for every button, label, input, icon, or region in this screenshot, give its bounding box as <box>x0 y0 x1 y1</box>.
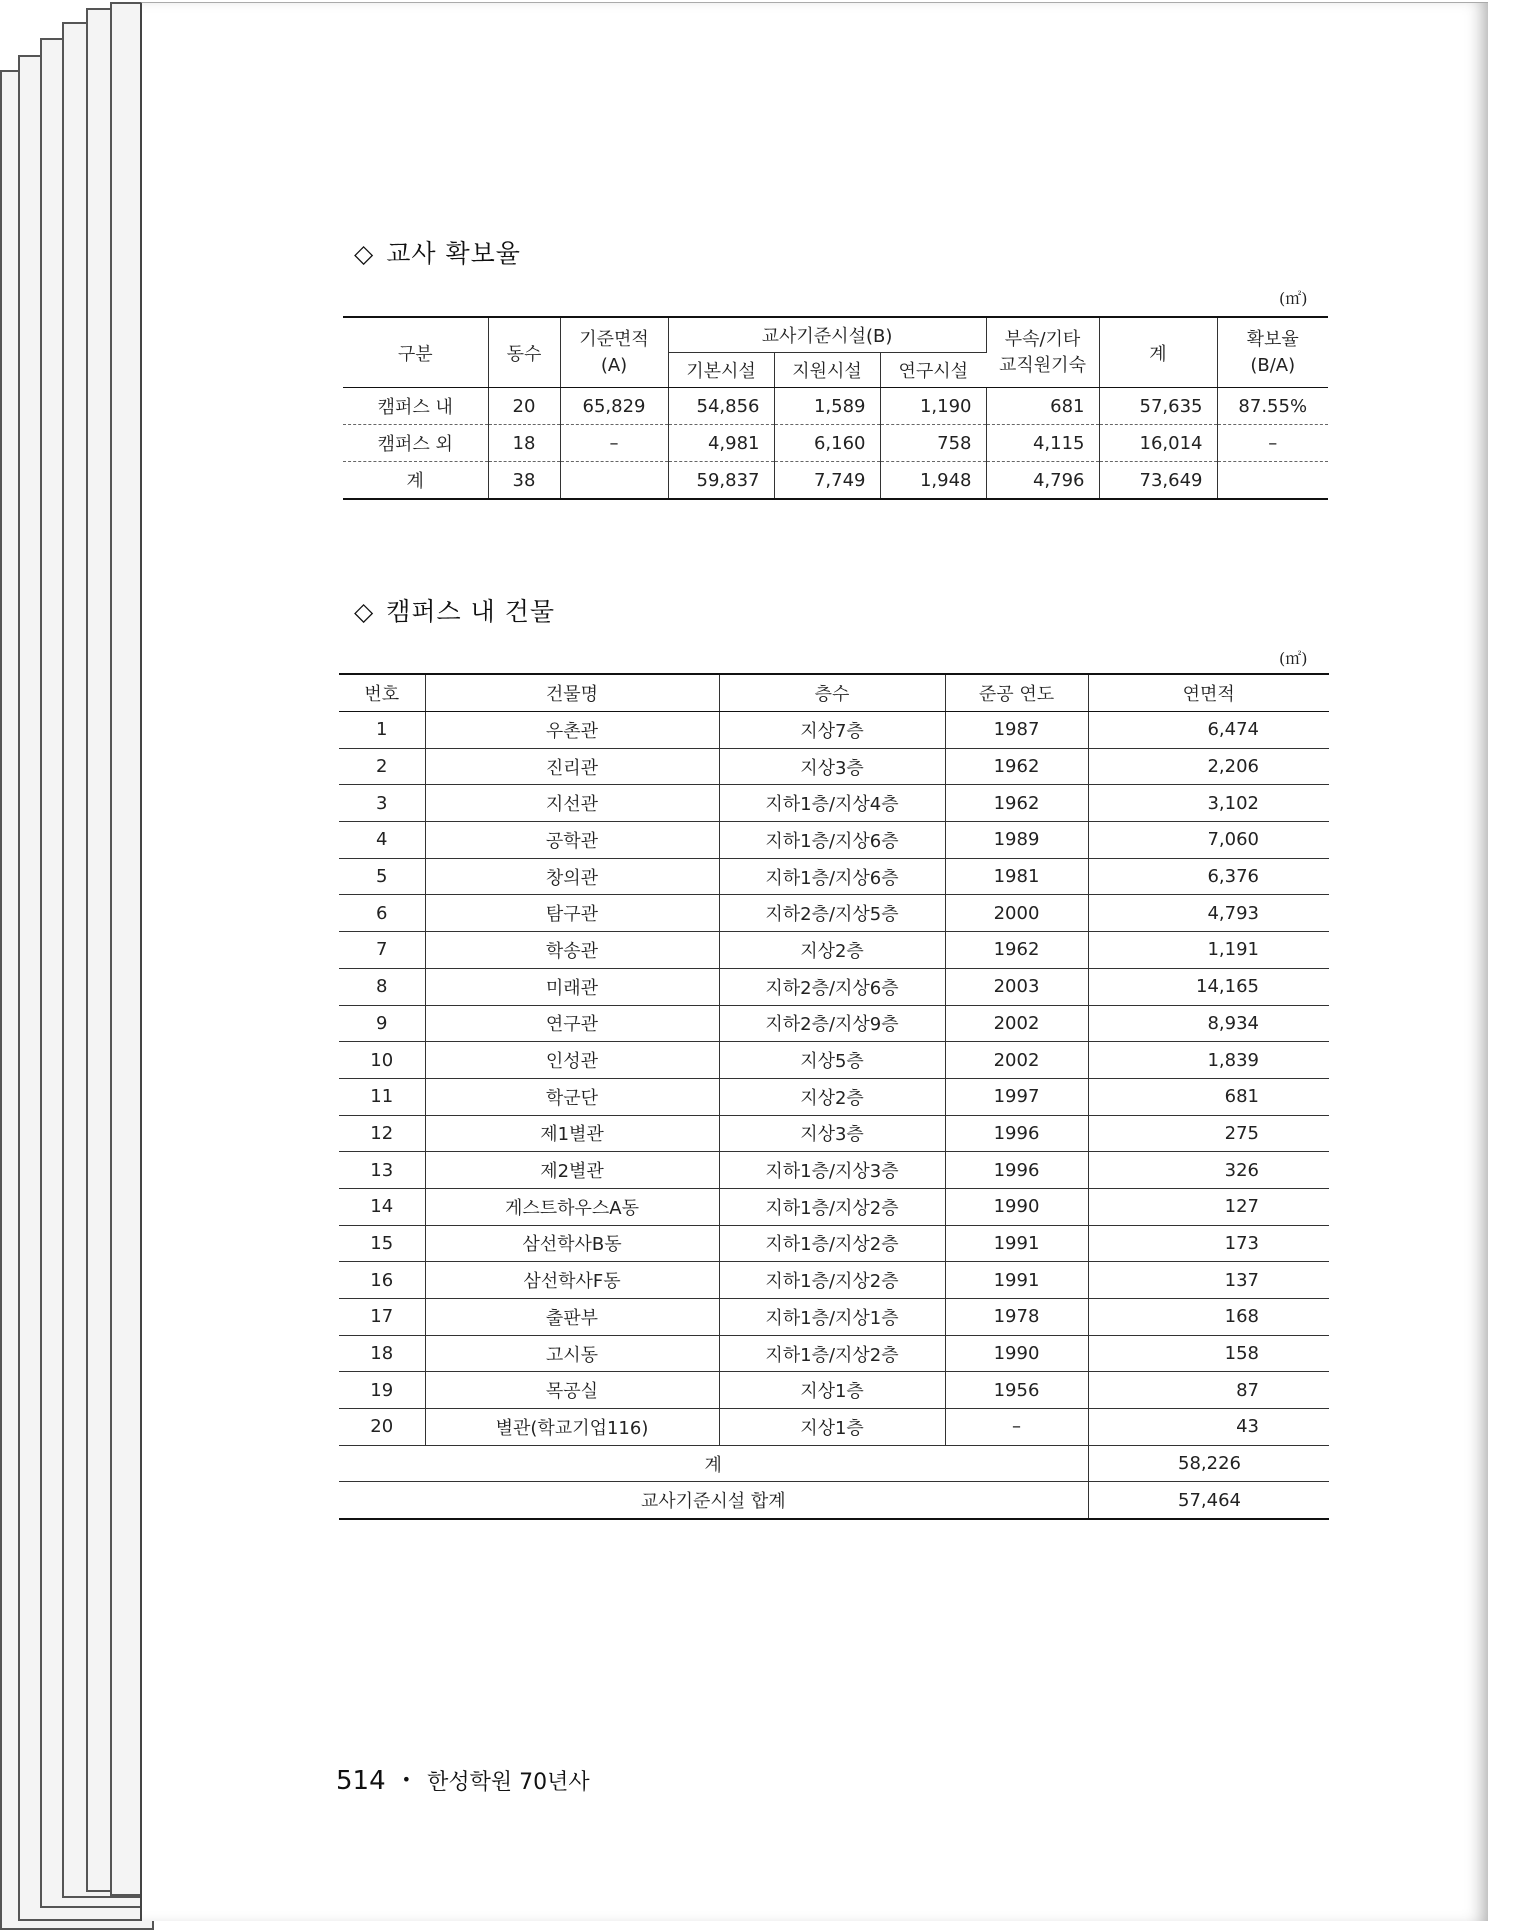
table-row <box>339 1188 1329 1225</box>
cell-floors: 지상7층 <box>719 712 945 749</box>
cell-area: 14,165 <box>1088 968 1329 1005</box>
cell-no: 5 <box>339 858 425 895</box>
cell-area: 6,376 <box>1088 858 1329 895</box>
cell-floors: 지하2층/지상5층 <box>719 895 945 932</box>
cell-rate: – <box>1217 425 1328 462</box>
cell-area: 158 <box>1088 1335 1329 1372</box>
section-title-text: 교사 확보율 <box>386 239 521 268</box>
cell-area: 6,474 <box>1088 712 1329 749</box>
cell-building-name: 제1별관 <box>425 1115 719 1152</box>
book-title: 한성학원 70년사 <box>427 1770 590 1795</box>
cell-annex: 681 <box>986 388 1099 425</box>
cell-research: 758 <box>880 425 986 462</box>
cell-no: 11 <box>339 1078 425 1115</box>
cell-no: 6 <box>339 895 425 932</box>
cell-year: 2003 <box>945 968 1088 1005</box>
cell-total: 16,014 <box>1099 425 1217 462</box>
cell-building-name: 학군단 <box>425 1078 719 1115</box>
cell-floors: 지하1층/지상6층 <box>719 858 945 895</box>
cell-area: 4,793 <box>1088 895 1329 932</box>
header-floors: 층수 <box>719 674 945 712</box>
cell-year: 1991 <box>945 1262 1088 1299</box>
cell-year: 1990 <box>945 1335 1088 1372</box>
cell-no: 18 <box>339 1335 425 1372</box>
header-facilities: 교사기준시설(B) <box>668 317 986 353</box>
cell-year: 1981 <box>945 858 1088 895</box>
table-row <box>339 895 1329 932</box>
cell-year: 2000 <box>945 895 1088 932</box>
cell-year: 2002 <box>945 1005 1088 1042</box>
total-label: 계 <box>339 1445 1088 1482</box>
cell-floors: 지하1층/지상6층 <box>719 822 945 859</box>
cell-category: 캠퍼스 외 <box>343 425 488 462</box>
cell-support: 6,160 <box>774 425 880 462</box>
cell-no: 19 <box>339 1372 425 1409</box>
cell-floors: 지하2층/지상6층 <box>719 968 945 1005</box>
cell-year: 1962 <box>945 785 1088 822</box>
header-basic: 기본시설 <box>668 353 774 388</box>
cell-year: 1978 <box>945 1299 1088 1336</box>
cell-rate <box>1217 462 1328 500</box>
cell-floors: 지상1층 <box>719 1372 945 1409</box>
diamond-icon: ◇ <box>354 597 375 626</box>
cell-area: 7,060 <box>1088 822 1329 859</box>
table-row <box>339 932 1329 969</box>
section-title-2 <box>354 592 555 628</box>
cell-year: 2002 <box>945 1042 1088 1079</box>
header-area: 연면적 <box>1088 674 1329 712</box>
cell-no: 13 <box>339 1152 425 1189</box>
cell-year: 1987 <box>945 712 1088 749</box>
facility-total-value: 57,464 <box>1088 1482 1329 1519</box>
cell-building-name: 삼선학사B동 <box>425 1225 719 1262</box>
header-year: 준공 연도 <box>945 674 1088 712</box>
cell-building-name: 창의관 <box>425 858 719 895</box>
table-row <box>339 1005 1329 1042</box>
cell-building-name: 공학관 <box>425 822 719 859</box>
cell-category: 계 <box>343 462 488 500</box>
table-row <box>343 462 1328 500</box>
table-row <box>339 1115 1329 1152</box>
cell-floors: 지하1층/지상2층 <box>719 1262 945 1299</box>
cell-year: 1996 <box>945 1152 1088 1189</box>
diamond-icon: ◇ <box>354 239 375 268</box>
cell-rate: 87.55% <box>1217 388 1328 425</box>
header-total: 계 <box>1099 317 1217 388</box>
table-row <box>339 712 1329 749</box>
cell-no: 20 <box>339 1409 425 1446</box>
cell-standard-area <box>560 462 668 500</box>
header-annex: 부속/기타 교직원기숙 <box>986 317 1099 388</box>
cell-floors: 지하1층/지상1층 <box>719 1299 945 1336</box>
cell-floors: 지상1층 <box>719 1409 945 1446</box>
cell-area: 87 <box>1088 1372 1329 1409</box>
unit-label: (㎡) <box>1279 289 1308 308</box>
cell-building-name: 미래관 <box>425 968 719 1005</box>
cell-building-name: 학송관 <box>425 932 719 969</box>
table-row <box>339 785 1329 822</box>
header-category: 구분 <box>343 317 488 388</box>
page-number: 514 <box>336 1766 386 1796</box>
cell-no: 1 <box>339 712 425 749</box>
cell-year: 1962 <box>945 932 1088 969</box>
cell-buildings: 20 <box>488 388 560 425</box>
cell-floors: 지하1층/지상2층 <box>719 1335 945 1372</box>
table-row <box>343 425 1328 462</box>
section-title-text: 캠퍼스 내 건물 <box>386 597 556 626</box>
cell-research: 1,948 <box>880 462 986 500</box>
header-rate: 확보율 (B/A) <box>1217 317 1328 388</box>
cell-area: 681 <box>1088 1078 1329 1115</box>
cell-area: 1,191 <box>1088 932 1329 969</box>
table-row <box>339 1152 1329 1189</box>
table-row <box>339 1299 1329 1336</box>
cell-building-name: 게스트하우스A동 <box>425 1188 719 1225</box>
cell-year: – <box>945 1409 1088 1446</box>
cell-floors: 지하2층/지상9층 <box>719 1005 945 1042</box>
cell-area: 127 <box>1088 1188 1329 1225</box>
cell-standard-area: 65,829 <box>560 388 668 425</box>
cell-no: 17 <box>339 1299 425 1336</box>
cell-floors: 지상3층 <box>719 748 945 785</box>
cell-buildings: 18 <box>488 425 560 462</box>
header-no: 번호 <box>339 674 425 712</box>
table-row <box>339 1262 1329 1299</box>
table-row <box>339 1078 1329 1115</box>
cell-area: 43 <box>1088 1409 1329 1446</box>
cell-basic: 54,856 <box>668 388 774 425</box>
header-buildings: 동수 <box>488 317 560 388</box>
buildings-table <box>339 673 1329 1520</box>
cell-building-name: 삼선학사F동 <box>425 1262 719 1299</box>
table-row <box>339 748 1329 785</box>
cell-no: 10 <box>339 1042 425 1079</box>
cell-floors: 지상5층 <box>719 1042 945 1079</box>
table-row <box>339 1225 1329 1262</box>
cell-no: 16 <box>339 1262 425 1299</box>
cell-no: 4 <box>339 822 425 859</box>
cell-year: 1991 <box>945 1225 1088 1262</box>
cell-no: 15 <box>339 1225 425 1262</box>
table-row <box>339 858 1329 895</box>
facility-total-label: 교사기준시설 합계 <box>339 1482 1088 1519</box>
cell-area: 173 <box>1088 1225 1329 1262</box>
cell-annex: 4,115 <box>986 425 1099 462</box>
cell-no: 2 <box>339 748 425 785</box>
cell-floors: 지하1층/지상4층 <box>719 785 945 822</box>
cell-building-name: 인성관 <box>425 1042 719 1079</box>
cell-building-name: 연구관 <box>425 1005 719 1042</box>
cell-buildings: 38 <box>488 462 560 500</box>
table-row <box>339 1042 1329 1079</box>
cell-floors: 지상2층 <box>719 932 945 969</box>
cell-building-name: 지선관 <box>425 785 719 822</box>
cell-area: 3,102 <box>1088 785 1329 822</box>
cell-year: 1997 <box>945 1078 1088 1115</box>
cell-standard-area: – <box>560 425 668 462</box>
cell-support: 1,589 <box>774 388 880 425</box>
section-title-1 <box>354 234 521 270</box>
cell-year: 1989 <box>945 822 1088 859</box>
cell-floors: 지하1층/지상3층 <box>719 1152 945 1189</box>
cell-area: 137 <box>1088 1262 1329 1299</box>
table-row <box>339 1409 1329 1446</box>
total-value: 58,226 <box>1088 1445 1329 1482</box>
cell-research: 1,190 <box>880 388 986 425</box>
header-name: 건물명 <box>425 674 719 712</box>
cell-area: 1,839 <box>1088 1042 1329 1079</box>
cell-building-name: 고시동 <box>425 1335 719 1372</box>
cell-no: 12 <box>339 1115 425 1152</box>
cell-floors: 지상2층 <box>719 1078 945 1115</box>
cell-basic: 4,981 <box>668 425 774 462</box>
cell-building-name: 출판부 <box>425 1299 719 1336</box>
header-research: 연구시설 <box>880 353 986 388</box>
header-standard-area: 기준면적 (A) <box>560 317 668 388</box>
cell-no: 8 <box>339 968 425 1005</box>
cell-building-name: 진리관 <box>425 748 719 785</box>
cell-year: 1990 <box>945 1188 1088 1225</box>
cell-year: 1962 <box>945 748 1088 785</box>
cell-year: 1996 <box>945 1115 1088 1152</box>
header-support: 지원시설 <box>774 353 880 388</box>
page-footer <box>336 1765 590 1796</box>
cell-no: 7 <box>339 932 425 969</box>
total-row <box>339 1445 1329 1482</box>
cell-category: 캠퍼스 내 <box>343 388 488 425</box>
facility-ratio-table <box>343 316 1328 500</box>
cell-support: 7,749 <box>774 462 880 500</box>
cell-basic: 59,837 <box>668 462 774 500</box>
cell-total: 57,635 <box>1099 388 1217 425</box>
cell-building-name: 별관(학교기업116) <box>425 1409 719 1446</box>
cell-year: 1956 <box>945 1372 1088 1409</box>
facility-total-row <box>339 1482 1329 1519</box>
cell-area: 2,206 <box>1088 748 1329 785</box>
separator-dot: • <box>401 1770 412 1789</box>
cell-building-name: 탐구관 <box>425 895 719 932</box>
cell-floors: 지상3층 <box>719 1115 945 1152</box>
cell-no: 14 <box>339 1188 425 1225</box>
table-row <box>343 388 1328 425</box>
cell-building-name: 우촌관 <box>425 712 719 749</box>
cell-building-name: 제2별관 <box>425 1152 719 1189</box>
cell-floors: 지하1층/지상2층 <box>719 1225 945 1262</box>
cell-no: 3 <box>339 785 425 822</box>
cell-total: 73,649 <box>1099 462 1217 500</box>
cell-floors: 지하1층/지상2층 <box>719 1188 945 1225</box>
table-row <box>339 822 1329 859</box>
cell-area: 8,934 <box>1088 1005 1329 1042</box>
cell-annex: 4,796 <box>986 462 1099 500</box>
cell-area: 168 <box>1088 1299 1329 1336</box>
cell-area: 326 <box>1088 1152 1329 1189</box>
cell-area: 275 <box>1088 1115 1329 1152</box>
cell-no: 9 <box>339 1005 425 1042</box>
cell-building-name: 목공실 <box>425 1372 719 1409</box>
table-row <box>339 1372 1329 1409</box>
table-row <box>339 968 1329 1005</box>
table-row <box>339 1335 1329 1372</box>
unit-label: (㎡) <box>1279 649 1308 668</box>
